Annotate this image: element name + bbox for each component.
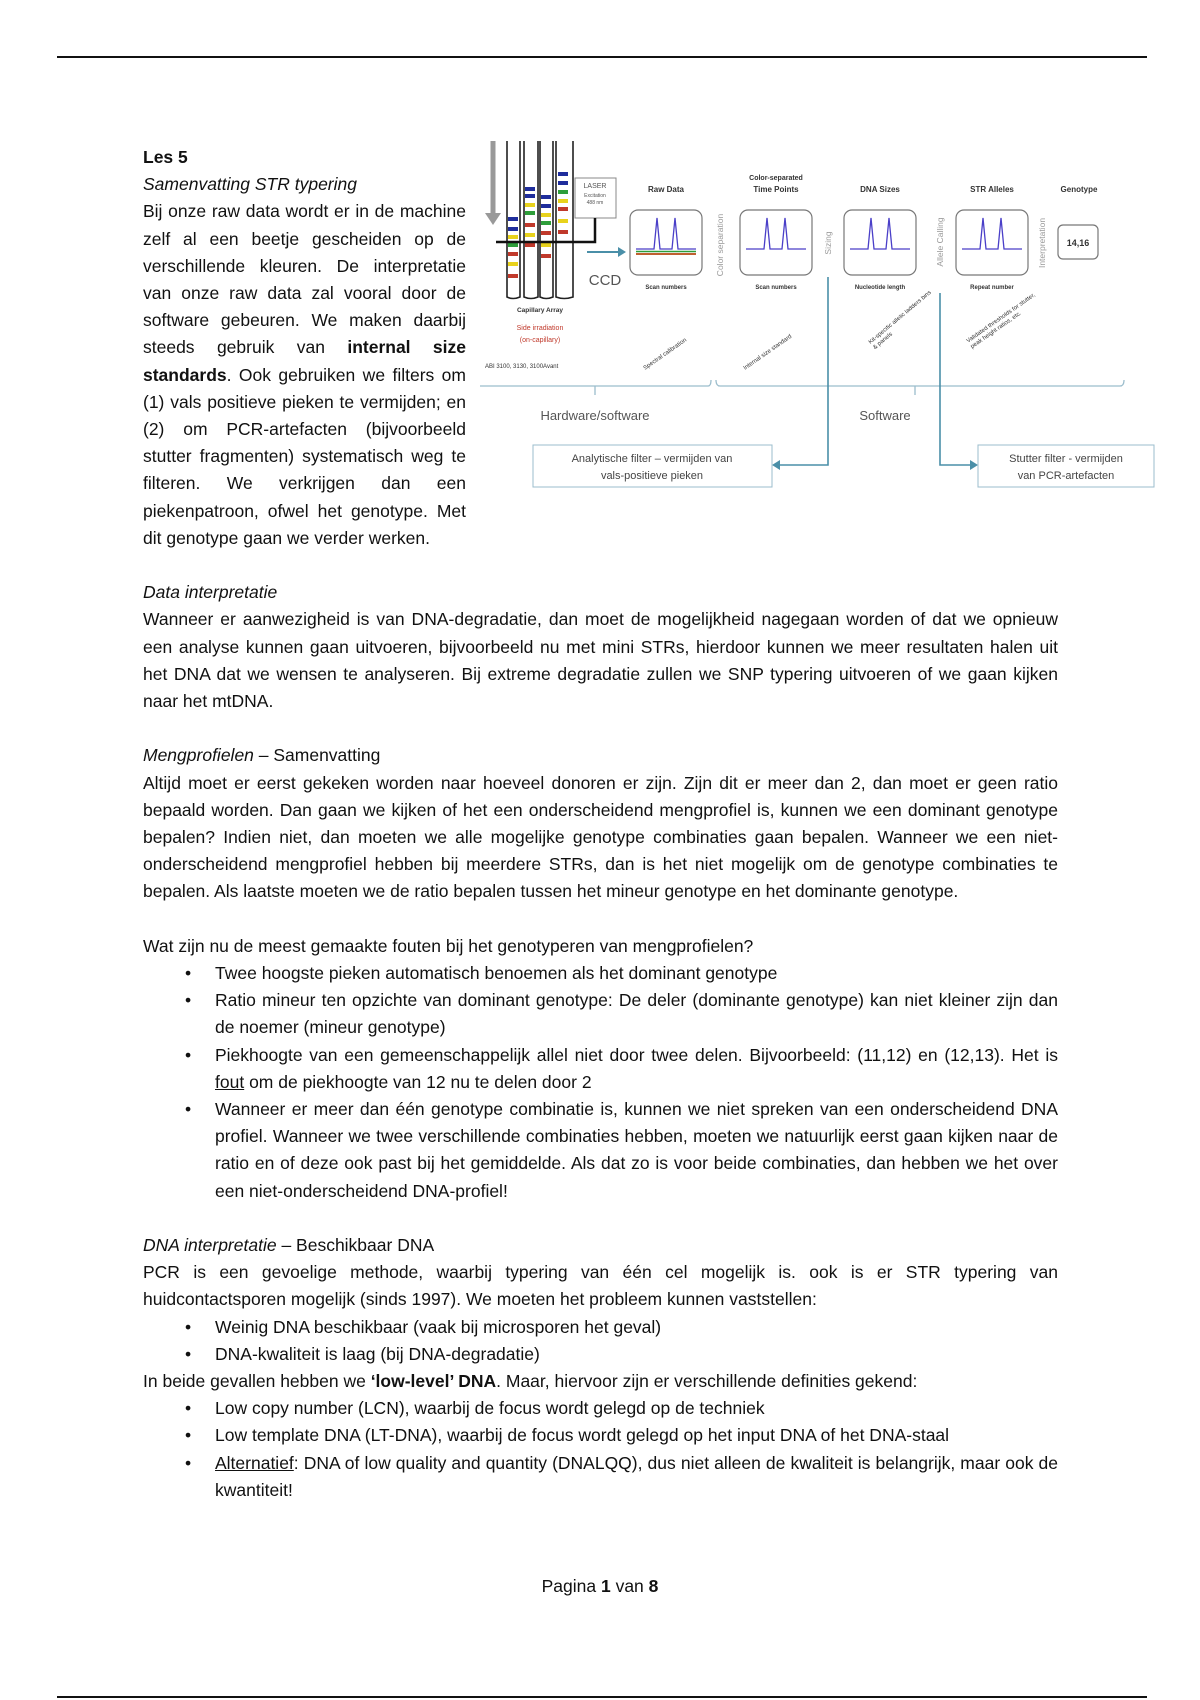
annotation-spectral-calibration: Spectral calibration bbox=[642, 337, 688, 372]
genotype-title: Genotype bbox=[1060, 185, 1098, 194]
dna-interpretatie-text: PCR is een gevoelige methode, waarbij typering van één cel mogelijk is. ook is er STR typering van huidcontactsporen mogelijk (sinds 1997). We moeten het probleem kunnen vaststellen: bbox=[143, 1262, 1058, 1310]
list-item-text: : DNA of low quality and quantity (DNALQQ), dus niet alleen de kwaliteit is belangrijk, maar ook de kwantiteit! bbox=[215, 1452, 1058, 1500]
genotype-value: 14,16 bbox=[1066, 238, 1090, 248]
laser-excitation: Excitation bbox=[584, 193, 606, 199]
panel-title: STR Alleles bbox=[970, 185, 1014, 194]
page-prefix: Pagina bbox=[541, 1576, 601, 1596]
low-level-bold: ‘low-level’ DNA bbox=[370, 1371, 497, 1392]
list-item-underline: fout bbox=[215, 1071, 245, 1092]
intro-text-end: . Ook gebruiken we filters om (1) vals positieve pieken te vermijden; en (2) om PCR-artefacten (bijvoorbeeld stutter fragmenten) systematisch weg te filteren. We verkrijgen dan een piekenpatroon, ofwel het genotype. Met dit genotype gaan we verder werken. bbox=[143, 364, 466, 548]
list-item: • Low template DNA (LT-DNA), waarbij de focus wordt gelegd op het input DNA of het DNA-staal bbox=[215, 1422, 1058, 1449]
header-rule bbox=[57, 56, 1147, 58]
annotation-kit-specific: Kit-specific allelic ladders bins & panels bbox=[867, 289, 933, 352]
on-capillary-label: (on-capillary) bbox=[519, 337, 561, 344]
list-item-text-end: om de piekhoogte van 12 nu te delen door 2 bbox=[244, 1071, 592, 1092]
low-level-text bbox=[143, 1368, 1058, 1395]
list-item: • Weinig DNA beschikbaar (vaak bij microsporen het geval) bbox=[215, 1314, 1058, 1341]
panel-axis-label: Scan numbers bbox=[755, 285, 797, 291]
dna-interpretatie-section bbox=[143, 1232, 1058, 1504]
list-item-underline: Alternatief bbox=[215, 1452, 294, 1473]
data-interpretatie-text: Wanneer er aanwezigheid is van DNA-degradatie, dan moet de mogelijkheid nagegaan worden of dat we opnieuw een analyse kunnen gaan uitvoeren, bijvoorbeeld nu met mini STRs, hierdoor kunnen we meer resultaten halen uit het DNA dat we wensen te analyseren. Bij extreme degradatie zullen we SNP typering uitvoeren of we gaan kijken naar het mtDNA. bbox=[143, 609, 1058, 712]
dna-interpretatie-heading-rest: – Beschikbaar DNA bbox=[276, 1235, 435, 1256]
data-interpretatie-section bbox=[143, 579, 1058, 715]
laser-wavelength: 488 nm bbox=[586, 200, 604, 206]
group-software: Software bbox=[859, 408, 911, 423]
annotation-validated-thresholds: Validated thresholds for stutter, peak height ratios, etc. bbox=[965, 292, 1037, 351]
list-item-text: Piekhoogte van een gemeenschappelijk allel niet door twee delen. Bijvoorbeeld: (11,12) en (12,13). Het is bbox=[215, 1044, 1058, 1065]
side-irradiation-label: Side irradiation bbox=[516, 325, 564, 332]
list-item bbox=[215, 1042, 1058, 1096]
data-interpretatie-heading: Data interpretatie bbox=[143, 582, 278, 603]
total-pages: 8 bbox=[648, 1576, 659, 1596]
mengprofielen-section bbox=[143, 742, 1058, 905]
panel-title: Raw Data bbox=[647, 185, 685, 194]
group-hardware-software: Hardware/software bbox=[540, 408, 650, 423]
definition-list bbox=[143, 1395, 1058, 1504]
list-item: • Ratio mineur ten opzichte van dominant genotype: De deler (dominante genotype) kan niet kleiner zijn dan de noemer (mineur genotype) bbox=[215, 987, 1058, 1041]
list-item: • Low copy number (LCN), waarbij de focus wordt gelegd op de techniek bbox=[215, 1395, 1058, 1422]
list-item bbox=[215, 1450, 1058, 1504]
current-page: 1 bbox=[600, 1576, 611, 1596]
panel-title: Time Points bbox=[753, 185, 799, 194]
mengprofielen-heading: Mengprofielen bbox=[143, 745, 254, 766]
low-level-text-end: . Maar, hiervoor zijn er verschillende definities gekend: bbox=[496, 1371, 918, 1392]
fouten-question: Wat zijn nu de meest gemaakte fouten bij het genotyperen van mengprofielen? bbox=[143, 935, 754, 956]
analytical-filter-line2: vals-positieve pieken bbox=[600, 470, 704, 482]
fouten-section bbox=[143, 933, 1058, 1205]
document-body bbox=[143, 144, 1058, 1531]
mengprofielen-heading-rest: – Samenvatting bbox=[253, 745, 381, 766]
dna-interpretatie-heading: DNA interpretatie bbox=[143, 1235, 277, 1256]
stutter-filter-line2: van PCR-artefacten bbox=[1017, 470, 1115, 482]
intro-section bbox=[143, 144, 1058, 552]
page-number bbox=[0, 1576, 1200, 1597]
figure-space bbox=[466, 144, 1058, 498]
list-item: • Twee hoogste pieken automatisch benoemen als het dominant genotype bbox=[215, 960, 1058, 987]
step-allele-calling: Allele Calling bbox=[935, 217, 945, 267]
step-sizing: Sizing bbox=[823, 231, 833, 255]
page-middle: van bbox=[610, 1576, 649, 1596]
panel-axis-label: Repeat number bbox=[970, 285, 1014, 291]
panel-axis-label: Scan numbers bbox=[645, 285, 687, 291]
panel-supertitle: Color-separated bbox=[749, 175, 803, 182]
step-interpretation: Interpretation bbox=[1037, 217, 1047, 269]
ccd-label: CCD bbox=[588, 272, 622, 289]
intro-text: Bij onze raw data wordt er in de machine zelf al een beetje gescheiden op de verschillende kleuren. De interpretatie van onze raw data zal vooral door de software gebeuren. We maken daarbij steeds gebruik van bbox=[143, 201, 466, 358]
analytical-filter-line1: Analytische filter – vermijden van bbox=[571, 453, 733, 465]
laser-label: LASER bbox=[583, 183, 607, 190]
instruments-label: ABI 3100, 3130, 3100Avant bbox=[485, 364, 559, 370]
panel-axis-label: Nucleotide length bbox=[854, 285, 906, 291]
lesson-subtitle: Samenvatting STR typering bbox=[143, 174, 357, 195]
mengprofielen-text: Altijd moet er eerst gekeken worden naar hoeveel donoren er zijn. Zijn dit er meer dan 2, dan moet er geen ratio bepaald worden. Dan gaan we kijken of het een onderscheidend mengprofiel is, kunnen we een dominant genotype bepalen? Indien niet, dan moeten we alle mogelijke genotype combinaties gaan bepalen. Wanneer we een niet-onderscheidend mengprofiel hebben bij meerdere STRs, dan is het niet mogelijk om de genotype combinaties te bepalen. Als laatste moeten we de ratio bepalen tussen het mineur genotype en het dominante genotype. bbox=[143, 772, 1058, 902]
panel-title: DNA Sizes bbox=[860, 185, 900, 194]
capillary-array-label: Capillary Array bbox=[516, 307, 564, 314]
fouten-list bbox=[143, 960, 1058, 1205]
list-item: • DNA-kwaliteit is laag (bij DNA-degradatie) bbox=[215, 1341, 1058, 1368]
footer-rule bbox=[57, 1696, 1147, 1698]
stutter-filter-line1: Stutter filter - vermijden bbox=[1009, 453, 1123, 465]
list-item: • Wanneer er meer dan één genotype combinatie is, kunnen we niet spreken van een onderscheidend DNA profiel. Wanneer we twee verschillende combinaties hebben, moeten we natuurlijk eerst gaan kijken naar de ratio en of deze ook past bij het gemiddelde. Als dat zo is voor beide combinaties, dan hebben we het over een niet-onderscheidend DNA-profiel! bbox=[215, 1096, 1058, 1205]
lesson-title: Les 5 bbox=[143, 147, 188, 167]
intro-text-bold: internal size standards bbox=[143, 337, 466, 385]
problem-list bbox=[143, 1314, 1058, 1368]
low-level-text-start: In beide gevallen hebben we bbox=[143, 1371, 371, 1392]
step-color-separation: Color separation bbox=[715, 213, 725, 277]
annotation-internal-size-standard: Internal size standard bbox=[742, 333, 794, 372]
